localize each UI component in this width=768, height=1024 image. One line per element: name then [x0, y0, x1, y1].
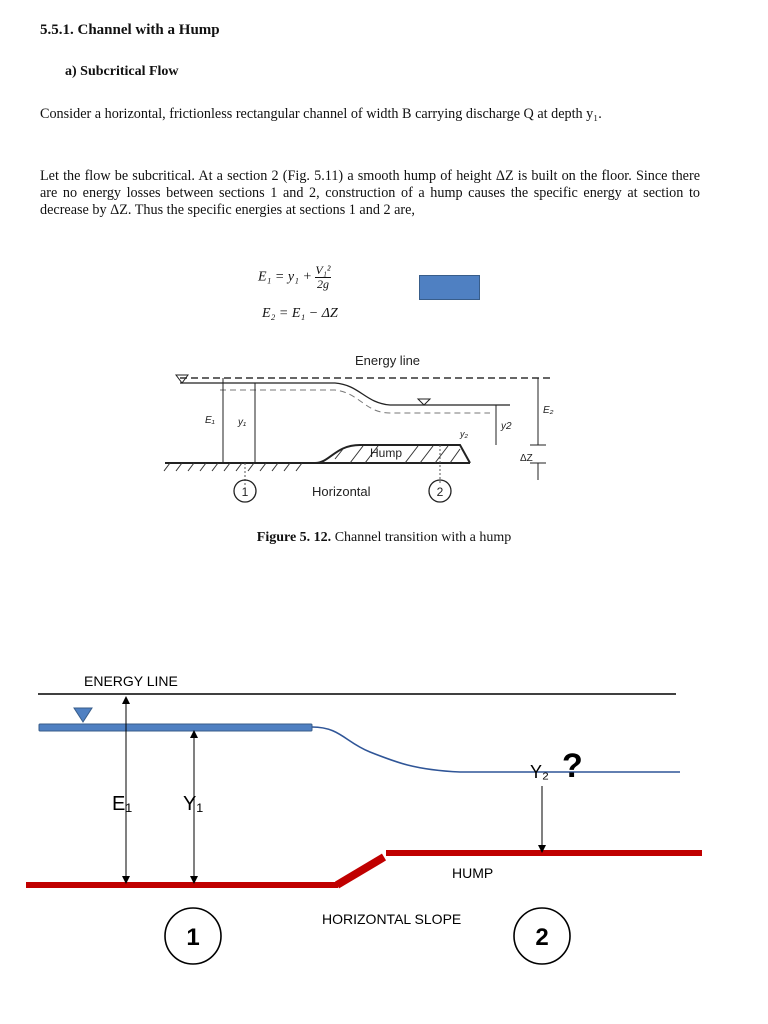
hump-label-2: HUMP — [452, 865, 494, 881]
y2-label-2: Y₂ — [530, 762, 549, 782]
e2-label: E₂ — [543, 405, 554, 416]
hump-label: Hump — [370, 446, 403, 460]
yc-label: y₂ — [460, 429, 468, 439]
energy-line-label: Energy line — [355, 353, 421, 368]
energy-line-label-2: ENERGY LINE — [84, 673, 178, 689]
critical-depth-line — [220, 390, 490, 413]
section2-label-2: 2 — [535, 924, 549, 951]
y1-label-2: Y₁ — [183, 793, 204, 815]
equation-e2: E₂ = E₁ − ΔZ — [262, 306, 338, 321]
bed-hatching — [164, 463, 302, 471]
e1-label: E₁ — [205, 415, 215, 426]
y2-label: y2 — [501, 421, 512, 432]
section-heading: 5.5.1. Channel with a Hump — [40, 22, 220, 38]
horizontal-label: Horizontal — [312, 484, 371, 499]
figure-caption — [0, 530, 768, 546]
water-level-triangle-icon — [74, 708, 92, 722]
equation-e1 — [258, 264, 331, 291]
paragraph-subcritical: Let the flow be subcritical. At a section 2 (Fig. 5.11) a smooth hump of height ΔZ is built on the floor. Since there are no energy losses between sections 1 and 2, construction of a hump causes the specific energy at section to decrease by ΔZ. Thus the specific energies at sections 1 and 2 are, — [40, 168, 700, 218]
upstream-water-surface — [39, 724, 312, 731]
blue-rectangle-shape — [419, 275, 480, 300]
figure-hump-diagram — [0, 660, 768, 1024]
equation-e1-fraction — [315, 264, 330, 291]
y1-label: y₁ — [238, 417, 247, 428]
e1-label-2: E₁ — [112, 793, 133, 815]
figure-caption-label: Figure 5. 12. — [256, 530, 332, 545]
subsection-heading: a) Subcritical Flow — [65, 64, 179, 79]
water-level-icon — [176, 375, 188, 383]
figure-channel-hump-sketch — [160, 345, 610, 505]
section1-label-2: 1 — [186, 924, 200, 951]
horizontal-slope-label: HORIZONTAL SLOPE — [322, 911, 462, 927]
water-surface — [180, 383, 510, 405]
water-surface-profile — [312, 727, 680, 772]
dz-label: ΔZ — [520, 453, 533, 464]
paragraph-intro: Consider a horizontal, frictionless rectangular channel of width B carrying discharge Q at depth y₁. — [40, 106, 602, 122]
water-level-icon-2 — [418, 399, 430, 405]
section2-label: 2 — [436, 485, 444, 499]
equation-e1-lhs: E₁ = y₁ + — [258, 269, 312, 285]
e1-arrow-up — [122, 696, 130, 704]
hump-ramp — [337, 857, 384, 885]
question-mark: ? — [562, 747, 583, 785]
figure-caption-text: Channel transition with a hump — [331, 530, 512, 545]
equation-e1-numerator: V₁² — [315, 263, 331, 277]
equation-e1-denominator: 2g — [316, 277, 329, 291]
section1-label: 1 — [241, 485, 249, 499]
